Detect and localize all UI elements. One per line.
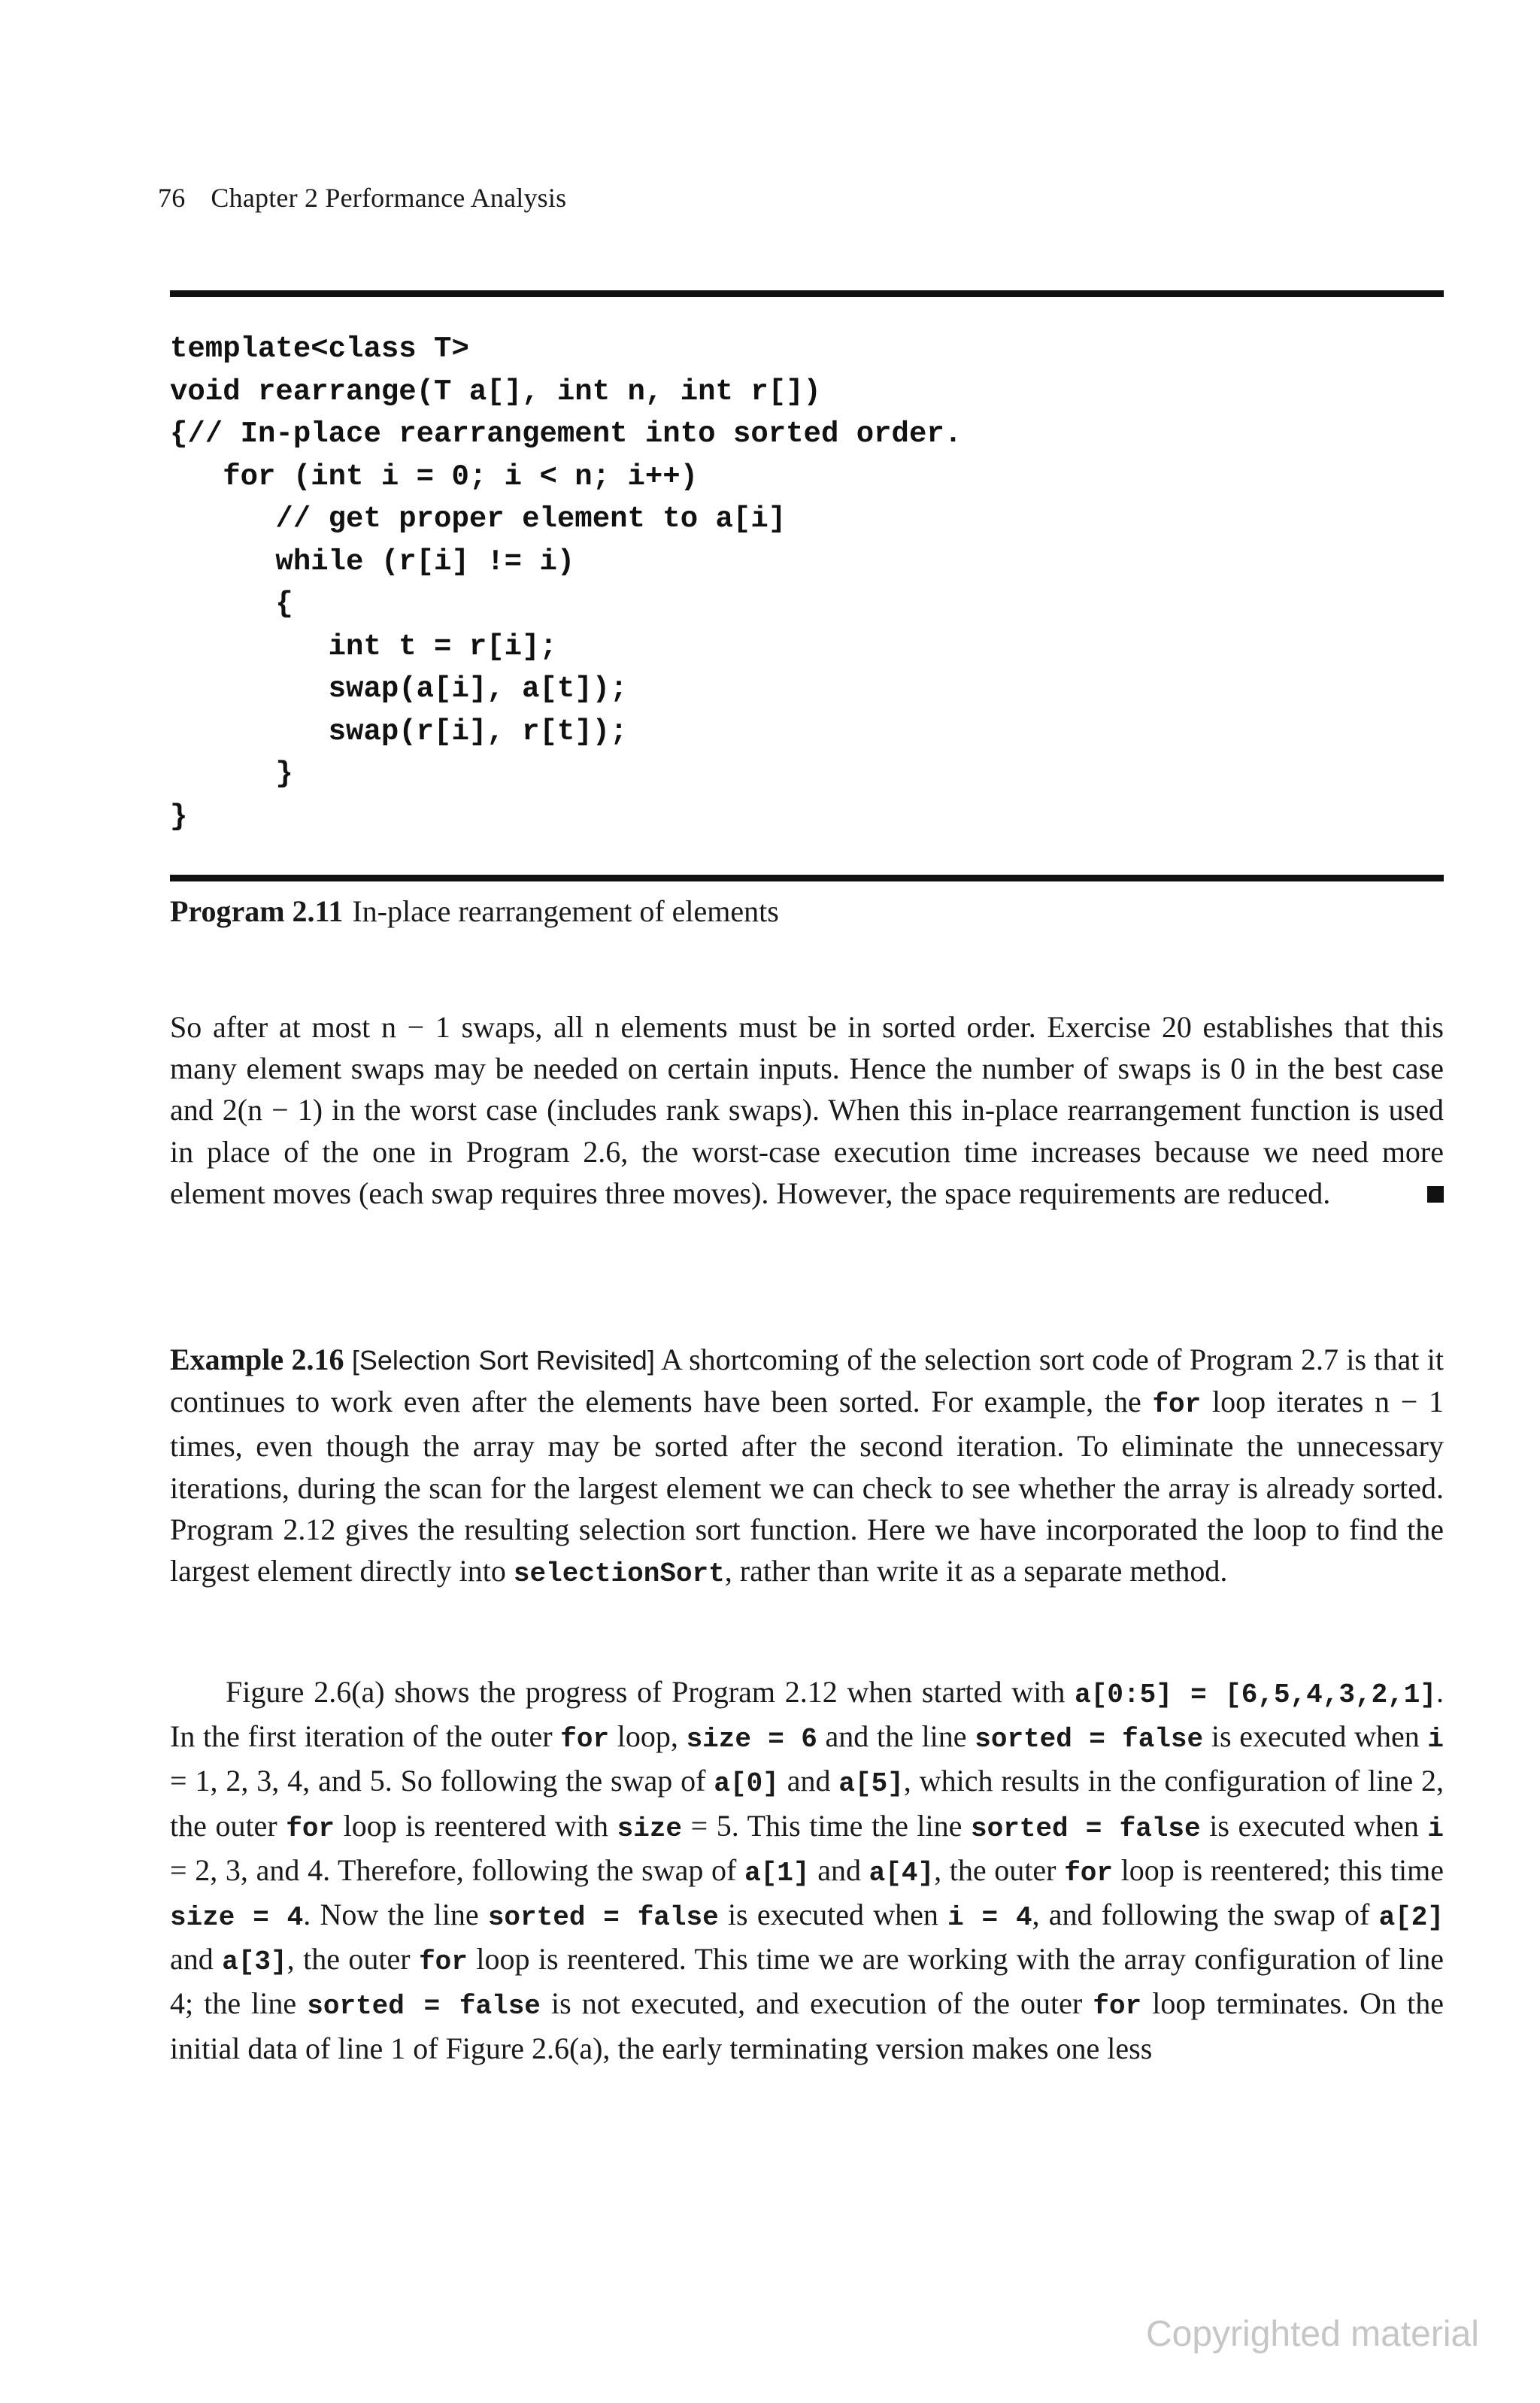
code-run: i = 4 bbox=[947, 1902, 1032, 1934]
program-top-rule bbox=[170, 290, 1444, 297]
text-run: and bbox=[809, 1852, 869, 1887]
text-run: . In the first iteration of the outer bbox=[170, 1675, 1444, 1754]
text-run: loop iterates n − 1 times, even though the array may be sorted after the second iteration. To eliminate the unnecessary iterations, during the scan for the largest element we can check to see whether the array is already sorted. Program 2.12 gives the resulting selection sort function. Here we have incorporated the loop to find the largest element directly into bbox=[170, 1385, 1444, 1588]
text-run: loop terminates. On the initial data of line 1 of Figure 2.6(a), the early terminating version makes one less bbox=[170, 1986, 1445, 2065]
code-run: a[2] bbox=[1378, 1902, 1445, 1934]
running-title: Chapter 2 Performance Analysis bbox=[211, 183, 567, 213]
code-run: for bbox=[1064, 1857, 1113, 1889]
running-header bbox=[158, 182, 566, 214]
code-run: selectionSort bbox=[513, 1558, 725, 1590]
code-run: sorted = false bbox=[487, 1902, 719, 1934]
text-run: loop is reentered. This time we are working with the array configuration of line 4; the line bbox=[170, 1942, 1444, 2021]
text-run: . Now the line bbox=[303, 1898, 488, 1932]
code-line: { bbox=[170, 587, 293, 620]
code-line: swap(a[i], a[t]); bbox=[170, 672, 628, 705]
end-of-proof-icon bbox=[1427, 1186, 1444, 1203]
code-run: a[3] bbox=[222, 1946, 287, 1978]
text-run: = 1, 2, 3, 4, and 5. So following the swap of bbox=[170, 1764, 714, 1798]
code-run: a[0:5] = [6,5,4,3,2,1] bbox=[1075, 1679, 1436, 1710]
program-caption-text: In-place rearrangement of elements bbox=[352, 894, 779, 928]
program-caption-label: Program 2.11 bbox=[170, 894, 344, 928]
text-run: is executed when bbox=[1203, 1719, 1428, 1754]
code-run: size = 4 bbox=[170, 1902, 304, 1934]
code-run: for bbox=[1152, 1389, 1202, 1421]
example-label: Example 2.16 bbox=[170, 1343, 344, 1376]
copyright-watermark: Copyrighted material bbox=[1146, 2314, 1479, 2354]
text-run: = 5. This time the line bbox=[682, 1808, 971, 1843]
text-run: Figure 2.6(a) shows the progress of Program 2.12 when started with bbox=[226, 1675, 1075, 1709]
code-line: swap(r[i], r[t]); bbox=[170, 715, 628, 748]
example-paragraph bbox=[170, 1339, 1444, 1594]
code-line: while (r[i] != i) bbox=[170, 545, 575, 578]
paragraph-text: So after at most n − 1 swaps, all n elements must be in sorted order. Exercise 20 establishes that this many element swaps may be needed on certain inputs. Hence the number of swaps is 0 in the best case and 2(n − 1) in the worst case (includes rank swaps). When this in-place rearrangement function is used in place of the one in Program 2.6, the worst-case execution time increases because we need more element moves (each swap requires three moves). However, the space requirements are reduced. bbox=[170, 1010, 1444, 1210]
text-run: , which results in the configuration of line 2, the outer bbox=[170, 1764, 1444, 1843]
code-run: for bbox=[419, 1946, 468, 1978]
text-run: , the outer bbox=[286, 1942, 420, 1977]
text-run: = 2, 3, and 4. Therefore, following the swap of bbox=[170, 1852, 745, 1887]
text-run: is executed when bbox=[1200, 1808, 1428, 1843]
text-run: and bbox=[778, 1764, 839, 1798]
code-run: size = 6 bbox=[686, 1724, 817, 1755]
code-run: sorted = false bbox=[975, 1724, 1204, 1755]
code-run: a[1] bbox=[744, 1857, 810, 1889]
figure-discussion-paragraph bbox=[170, 1671, 1444, 2069]
code-line: } bbox=[170, 799, 188, 833]
code-line: int t = r[i]; bbox=[170, 630, 557, 663]
code-run: a[0] bbox=[714, 1768, 779, 1800]
text-run: is executed when bbox=[718, 1898, 948, 1932]
text-run: loop is reentered with bbox=[335, 1808, 617, 1843]
code-line: // get proper element to a[i] bbox=[170, 502, 787, 536]
code-run: for bbox=[1093, 1991, 1142, 2022]
code-run: for bbox=[286, 1813, 335, 1844]
text-run: A shortcoming of the selection sort code of Program 2.7 is that it continues to work even after the elements have been sorted. For example, the bbox=[170, 1343, 1445, 1419]
text-run: , and following the swap of bbox=[1032, 1898, 1379, 1932]
program-listing bbox=[170, 328, 962, 838]
code-line: {// In-place rearrangement into sorted order. bbox=[170, 417, 962, 451]
text-run: and bbox=[170, 1942, 223, 1977]
code-run: a[5] bbox=[838, 1768, 904, 1800]
code-run: size bbox=[617, 1813, 683, 1844]
code-run: a[4] bbox=[869, 1857, 935, 1889]
example-title: [Selection Sort Revisited] bbox=[351, 1345, 655, 1376]
program-caption bbox=[170, 894, 779, 929]
code-run: sorted = false bbox=[971, 1813, 1201, 1844]
code-run: for bbox=[560, 1724, 610, 1755]
paragraph-swaps-analysis bbox=[170, 1006, 1444, 1214]
text-run: is not executed, and execution of the outer bbox=[540, 1986, 1093, 2021]
code-line: void rearrange(T a[], int n, int r[]) bbox=[170, 375, 821, 408]
program-bottom-rule bbox=[170, 875, 1444, 881]
text-run: , the outer bbox=[934, 1852, 1065, 1887]
code-run: sorted = false bbox=[307, 1991, 541, 2022]
page-number: 76 bbox=[158, 183, 186, 213]
text-run: loop is reentered; this time bbox=[1113, 1852, 1445, 1887]
code-run: i bbox=[1427, 1724, 1445, 1755]
text-run: loop, bbox=[609, 1719, 687, 1754]
text-run: and the line bbox=[817, 1719, 975, 1754]
code-line: } bbox=[170, 757, 293, 790]
text-run: , rather than write it as a separate method. bbox=[724, 1554, 1228, 1588]
code-run: i bbox=[1427, 1813, 1445, 1844]
code-line: for (int i = 0; i < n; i++) bbox=[170, 460, 699, 493]
code-line: template<class T> bbox=[170, 332, 469, 366]
